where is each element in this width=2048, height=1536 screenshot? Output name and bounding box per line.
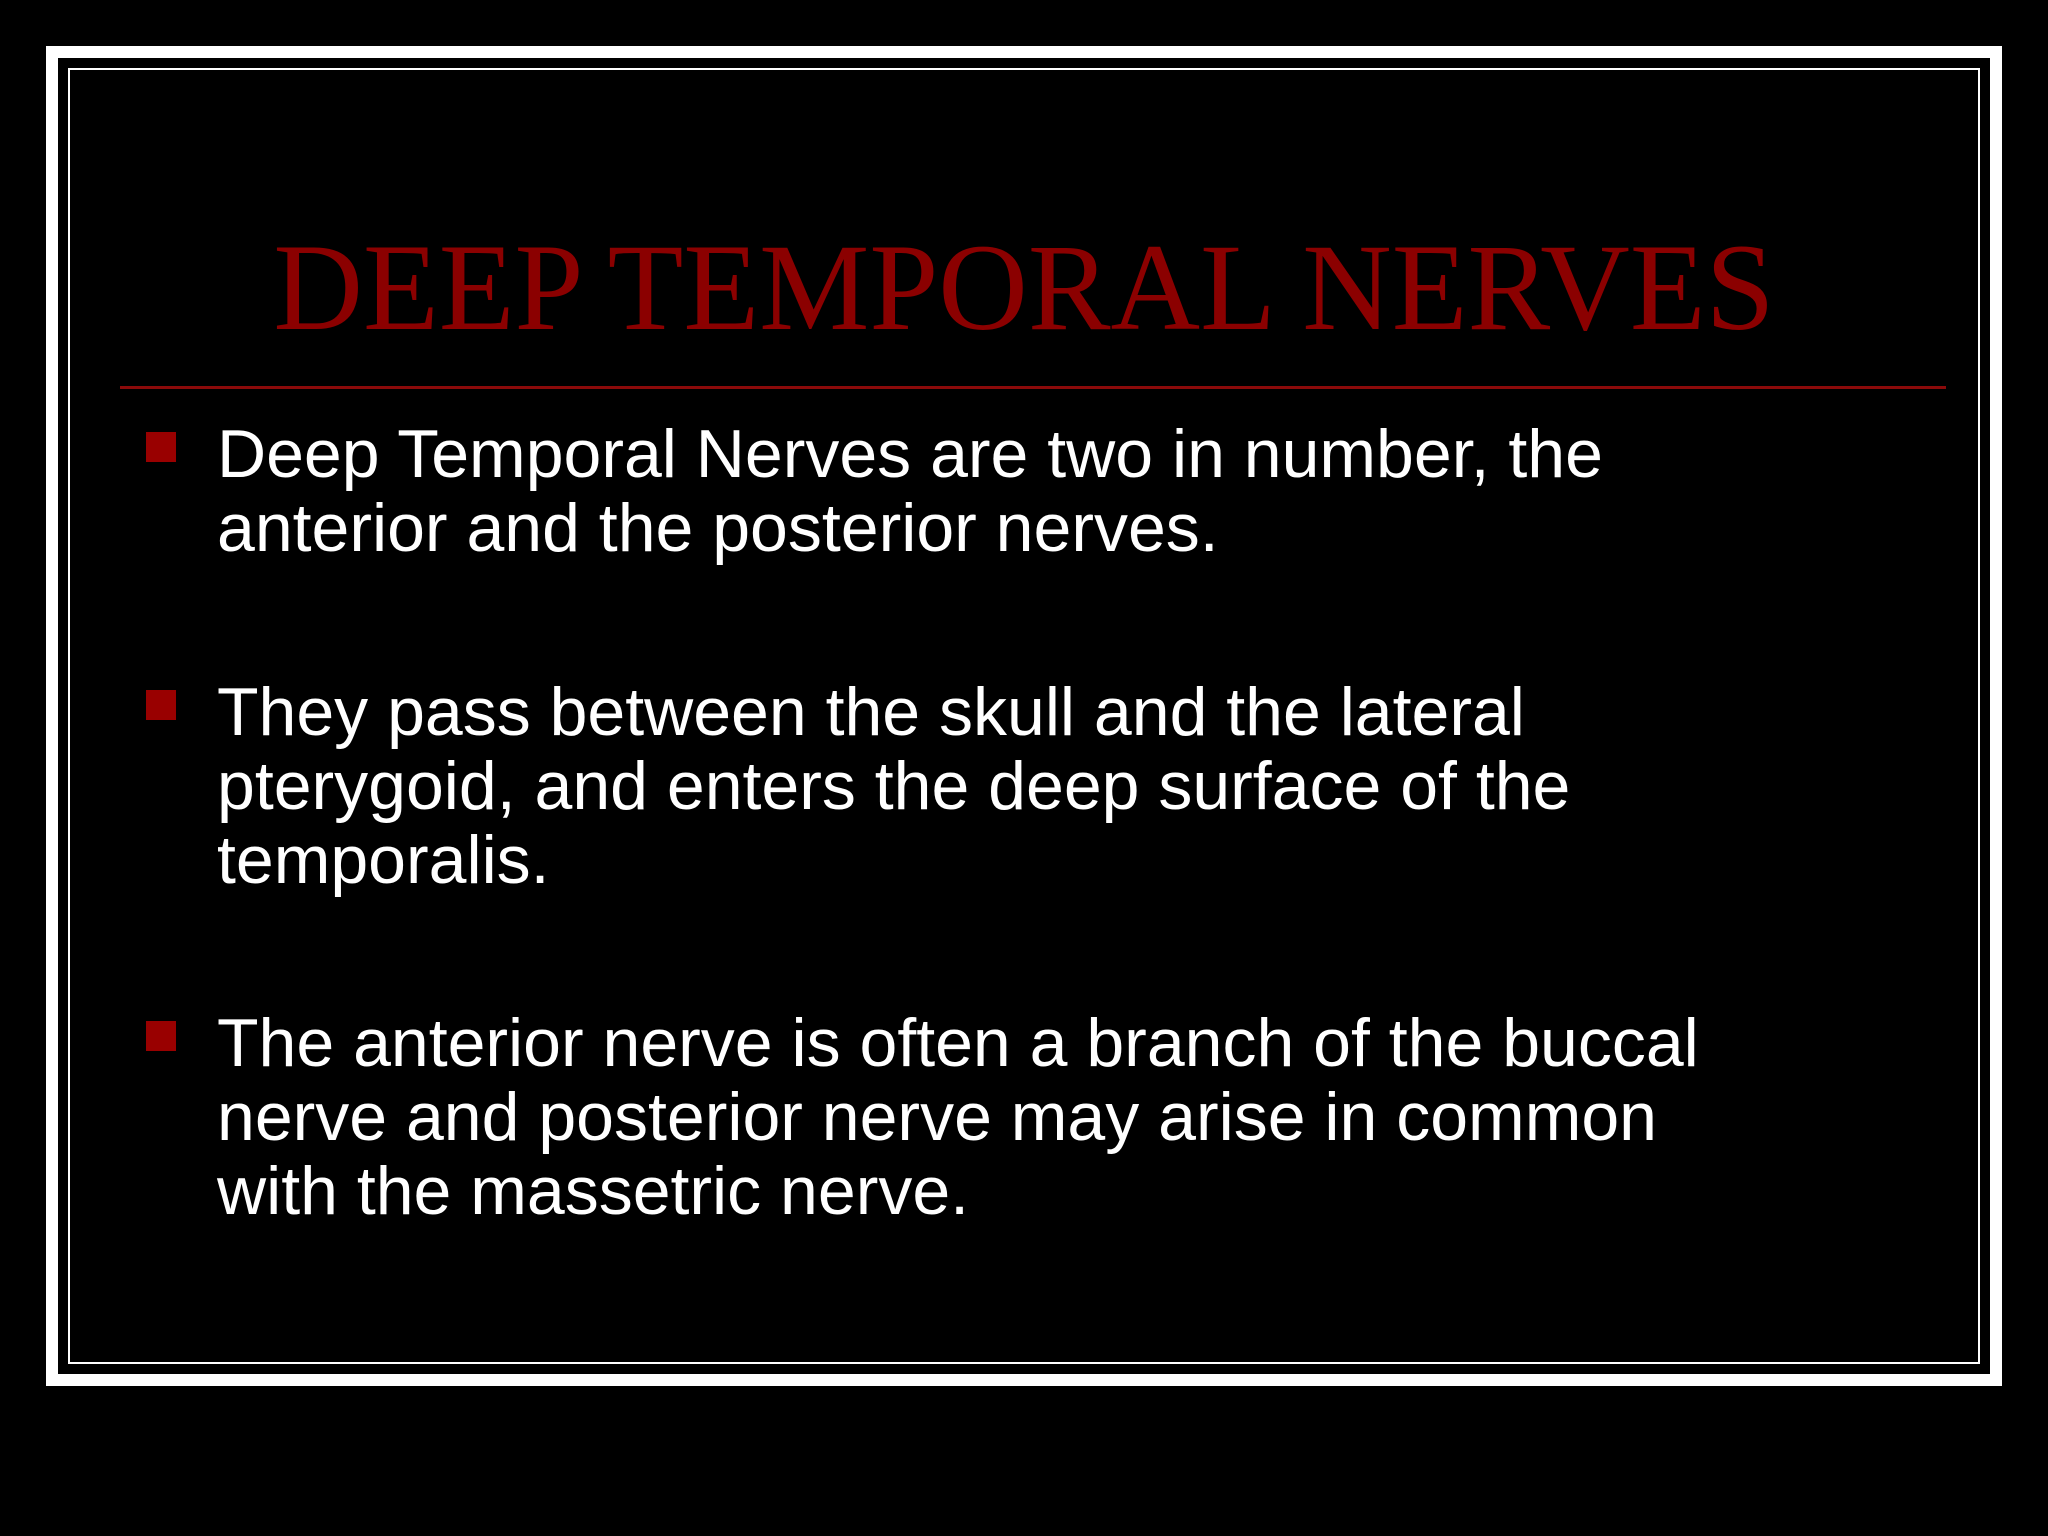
bullet-text: Deep Temporal Nerves are two in number, the anterior and the posterior nerves. — [217, 416, 1603, 566]
bullet-text: The anterior nerve is often a branch of the buccal nerve and posterior nerve may arise in common with the massetric nerve. — [217, 1005, 1699, 1229]
square-bullet-icon — [146, 1021, 176, 1051]
slide-title: DEEP TEMPORAL NERVES — [273, 219, 1775, 356]
square-bullet-icon — [146, 432, 176, 462]
bullet-text: They pass between the skull and the lateral pterygoid, and enters the deep surface of the temporalis. — [217, 674, 1571, 898]
square-bullet-icon — [146, 690, 176, 720]
